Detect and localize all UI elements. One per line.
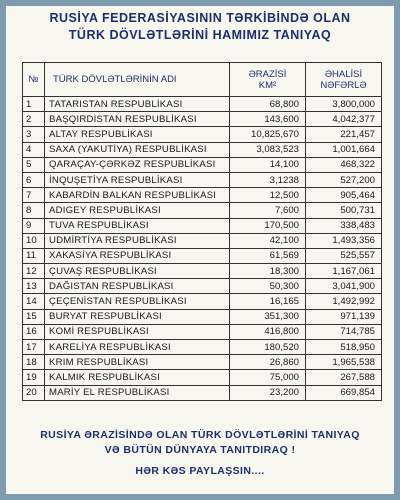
state-name-cell: UDMİRTİYA RESPUBLİKASI (45, 233, 230, 248)
population-cell: 221,457 (306, 127, 382, 142)
population-cell: 971,139 (306, 309, 382, 324)
row-number-cell: 1 (23, 97, 45, 112)
column-header-area (230, 63, 306, 97)
column-header-population-unit: NƏFƏRLƏ (320, 79, 367, 91)
row-number-cell: 14 (23, 294, 45, 309)
state-name-cell: KALMIK RESPUBLİKASI (45, 370, 230, 385)
row-number-cell: 9 (23, 218, 45, 233)
table-row (23, 355, 382, 370)
population-cell: 527,200 (306, 172, 382, 187)
state-name-cell: BAŞQIRDISTAN RESPUBLİKASI (45, 112, 230, 127)
table-row (23, 112, 382, 127)
area-cell: 16,165 (230, 294, 306, 309)
state-name-cell: ALTAY RESPUBLİKASI (45, 127, 230, 142)
column-header-number: № (23, 63, 45, 97)
population-cell: 714,785 (306, 324, 382, 339)
row-number-cell: 7 (23, 188, 45, 203)
column-header-name: TÜRK DÖVLƏTLƏRİNİN ADI (45, 63, 230, 97)
population-cell: 1,167,061 (306, 264, 382, 279)
footer-line-2: VƏ BÜTÜN DÜNYAYA TANITDIRAQ ! (104, 444, 296, 456)
state-name-cell: BURYAT RESPUBLİKASI (45, 309, 230, 324)
state-name-cell: XAKASİYA RESPUBLİKASI (45, 248, 230, 263)
table-row (23, 188, 382, 203)
area-cell: 180,520 (230, 340, 306, 355)
row-number-cell: 10 (23, 233, 45, 248)
column-header-population (306, 63, 382, 97)
row-number-cell: 8 (23, 203, 45, 218)
state-name-cell: TUVA RESPUBLİKASI (45, 218, 230, 233)
state-name-cell: ADIGEY RESPUBLİKASI (45, 203, 230, 218)
population-cell: 468,322 (306, 157, 382, 172)
state-name-cell: KOMİ RESPUBLİKASI (45, 324, 230, 339)
state-name-cell: KARELİYA RESPUBLİKASI (45, 340, 230, 355)
state-name-cell: SAXA (YAKUTİYA) RESPUBLİKASI (45, 142, 230, 157)
table-row (23, 127, 382, 142)
area-cell: 416,800 (230, 324, 306, 339)
state-name-cell: KABARDİN BALKAN RESPUBLİKASI (45, 188, 230, 203)
footer-line-3: HƏR KƏS PAYLAŞSIN.... (135, 465, 265, 477)
area-cell: 26,860 (230, 355, 306, 370)
table-row (23, 233, 382, 248)
row-number-cell: 16 (23, 324, 45, 339)
table-body (23, 97, 382, 401)
state-name-cell: MARİY EL RESPUBLİKASI (45, 385, 230, 400)
population-cell: 1,965,538 (306, 355, 382, 370)
population-cell: 500,731 (306, 203, 382, 218)
column-header-population-label: ƏHALİSİ (324, 68, 363, 80)
state-name-cell: ÇUVAŞ RESPUBLİKASI (45, 264, 230, 279)
column-header-area-unit: KM² (258, 79, 277, 91)
row-number-cell: 12 (23, 264, 45, 279)
table-row (23, 279, 382, 294)
area-cell: 351,300 (230, 309, 306, 324)
state-name-cell: ÇEÇENİSTAN RESPUBLİKASI (45, 294, 230, 309)
table-row (23, 340, 382, 355)
population-cell: 1,492,992 (306, 294, 382, 309)
table-row (23, 294, 382, 309)
table-header-row (23, 63, 382, 97)
area-cell: 170,500 (230, 218, 306, 233)
area-cell: 12,500 (230, 188, 306, 203)
population-cell: 4,042,377 (306, 112, 382, 127)
document-header (6, 6, 394, 44)
turkic-states-table (22, 62, 382, 401)
population-cell: 1,493,356 (306, 233, 382, 248)
row-number-cell: 6 (23, 172, 45, 187)
area-cell: 23,200 (230, 385, 306, 400)
area-cell: 3,1238 (230, 172, 306, 187)
state-name-cell: QARAÇAY-ÇƏRKƏZ RESPUBLİKASI (45, 157, 230, 172)
state-name-cell: TATARISTAN RESPUBLİKASI (45, 97, 230, 112)
area-cell: 10,825,670 (230, 127, 306, 142)
area-cell: 18,300 (230, 264, 306, 279)
table-row (23, 203, 382, 218)
table-row (23, 264, 382, 279)
population-cell: 1,001,664 (306, 142, 382, 157)
table-row (23, 157, 382, 172)
table-row (23, 218, 382, 233)
state-name-cell: İNQUŞETİYA RESPUBLİKASI (45, 172, 230, 187)
area-cell: 61,569 (230, 248, 306, 263)
area-cell: 3,083,523 (230, 142, 306, 157)
footer-call-to-action (6, 464, 394, 479)
table-row (23, 142, 382, 157)
state-name-cell: KRIM RESPUBLİKASI (45, 355, 230, 370)
area-cell: 68,800 (230, 97, 306, 112)
area-cell: 14,100 (230, 157, 306, 172)
row-number-cell: 2 (23, 112, 45, 127)
area-cell: 143,600 (230, 112, 306, 127)
area-cell: 42,100 (230, 233, 306, 248)
state-name-cell: DAĞISTAN RESPUBLİKASI (45, 279, 230, 294)
population-cell: 3,041,900 (306, 279, 382, 294)
table-row (23, 370, 382, 385)
table-row (23, 309, 382, 324)
population-cell: 3,800,000 (306, 97, 382, 112)
column-header-area-label: ƏRAZİSİ (248, 68, 287, 80)
row-number-cell: 17 (23, 340, 45, 355)
row-number-cell: 20 (23, 385, 45, 400)
row-number-cell: 13 (23, 279, 45, 294)
population-cell: 338,483 (306, 218, 382, 233)
table-row (23, 324, 382, 339)
row-number-cell: 15 (23, 309, 45, 324)
area-cell: 75,000 (230, 370, 306, 385)
table-row (23, 385, 382, 400)
footer-message (6, 428, 394, 458)
population-cell: 669,854 (306, 385, 382, 400)
area-cell: 7,600 (230, 203, 306, 218)
turkic-states-table-wrapper (22, 62, 381, 401)
footer-line-1: RUSİYA ƏRAZİSİNDƏ OLAN TÜRK DÖVLƏTLƏRİNİ TANIYAQ (40, 429, 360, 441)
table-row (23, 248, 382, 263)
population-cell: 518,950 (306, 340, 382, 355)
area-cell: 50,300 (230, 279, 306, 294)
row-number-cell: 4 (23, 142, 45, 157)
header-line-2: TÜRK DÖVLƏTLƏRİNİ HAMIMIZ TANIYAQ (68, 28, 332, 42)
row-number-cell: 19 (23, 370, 45, 385)
table-row (23, 97, 382, 112)
row-number-cell: 5 (23, 157, 45, 172)
row-number-cell: 11 (23, 248, 45, 263)
header-line-1: RUSİYA FEDERASİYASININ TƏRKİBİNDƏ OLAN (49, 11, 351, 25)
population-cell: 525,557 (306, 248, 382, 263)
table-row (23, 172, 382, 187)
population-cell: 267,588 (306, 370, 382, 385)
document-sheet (6, 6, 394, 494)
row-number-cell: 18 (23, 355, 45, 370)
row-number-cell: 3 (23, 127, 45, 142)
population-cell: 905,464 (306, 188, 382, 203)
